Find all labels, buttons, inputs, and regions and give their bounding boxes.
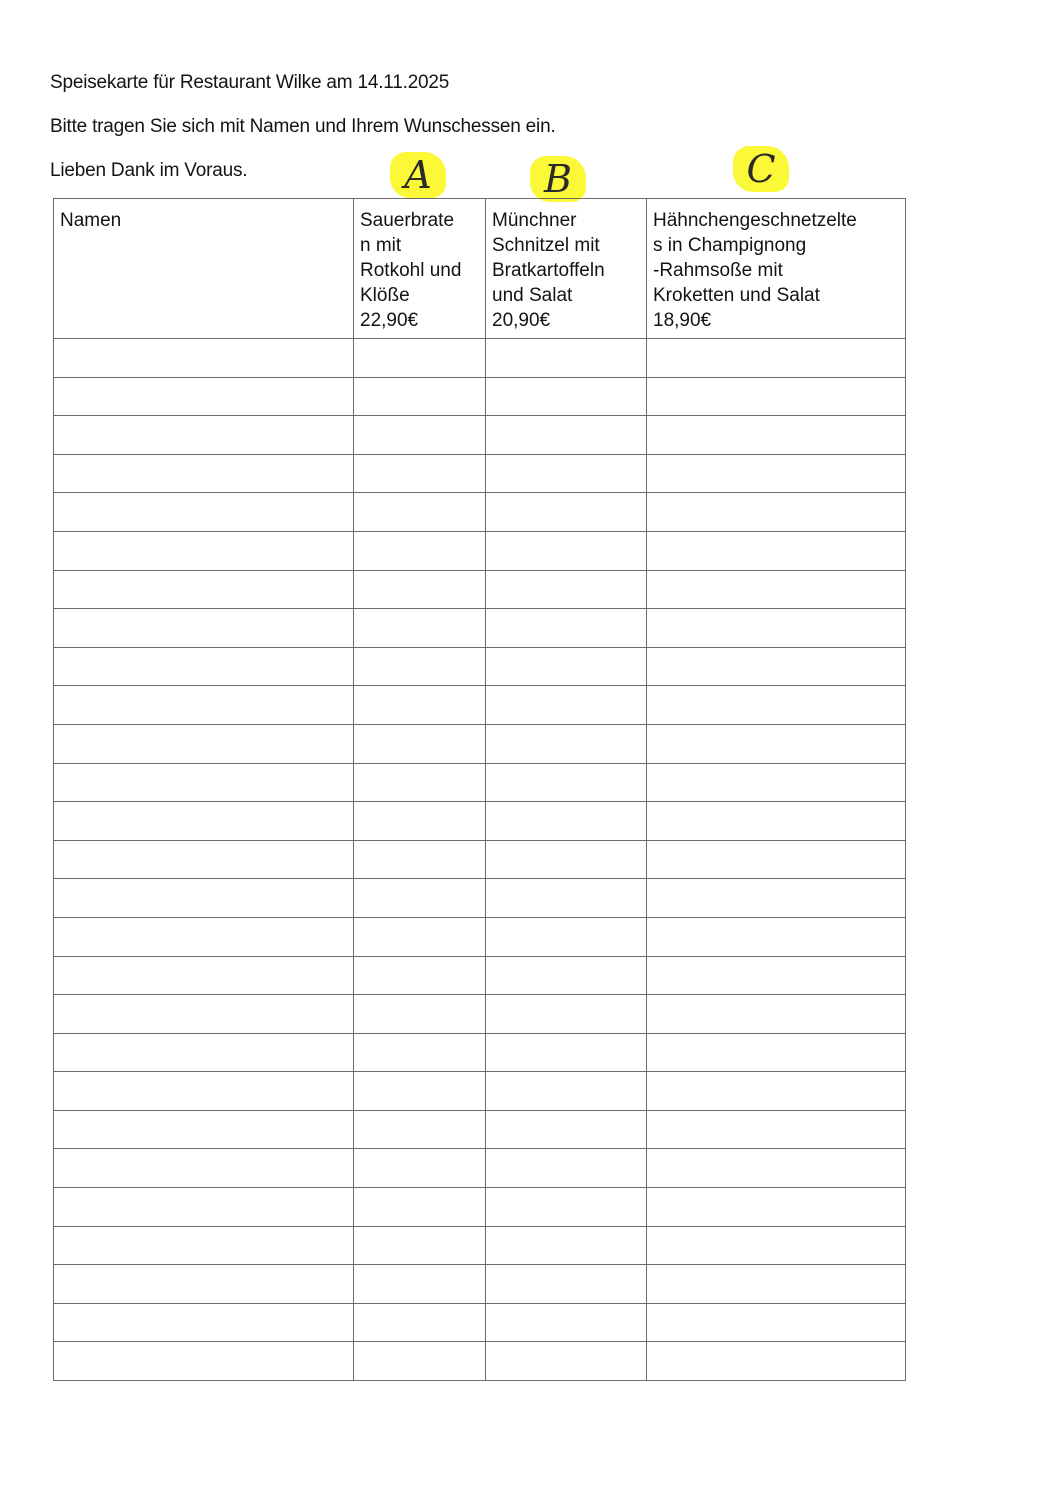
- dish-c-choice-cell[interactable]: [647, 802, 906, 841]
- dish-a-choice-cell[interactable]: [354, 1265, 486, 1304]
- table-row: [54, 763, 906, 802]
- name-cell[interactable]: [54, 1149, 354, 1188]
- name-cell[interactable]: [54, 1265, 354, 1304]
- dish-a-choice-cell[interactable]: [354, 1110, 486, 1149]
- dish-a-description: Sauerbrate n mit Rotkohl und Klöße: [360, 210, 462, 306]
- name-cell[interactable]: [54, 1303, 354, 1342]
- name-cell[interactable]: [54, 339, 354, 378]
- dish-a-choice-cell[interactable]: [354, 1149, 486, 1188]
- name-cell[interactable]: [54, 531, 354, 570]
- dish-b-choice-cell[interactable]: [486, 917, 647, 956]
- table-row: [54, 531, 906, 570]
- dish-c-choice-cell[interactable]: [647, 1226, 906, 1265]
- table-row: [54, 570, 906, 609]
- dish-c-choice-cell[interactable]: [647, 570, 906, 609]
- dish-c-choice-cell[interactable]: [647, 956, 906, 995]
- dish-b-choice-cell[interactable]: [486, 531, 647, 570]
- dish-a-letter-mark: A: [390, 152, 446, 198]
- dish-b-choice-cell[interactable]: [486, 1110, 647, 1149]
- table-row: [54, 686, 906, 725]
- table-row: [54, 454, 906, 493]
- table-row: [54, 416, 906, 455]
- dish-a-choice-cell[interactable]: [354, 531, 486, 570]
- dish-c-choice-cell[interactable]: [647, 1303, 906, 1342]
- thanks-text: Lieben Dank im Voraus.: [50, 160, 248, 181]
- name-cell[interactable]: [54, 686, 354, 725]
- name-cell[interactable]: [54, 570, 354, 609]
- dish-c-choice-cell[interactable]: [647, 1342, 906, 1381]
- dish-a-choice-cell[interactable]: [354, 1188, 486, 1227]
- dish-b-choice-cell[interactable]: [486, 1072, 647, 1111]
- table-row: [54, 1033, 906, 1072]
- dish-a-choice-cell[interactable]: [354, 647, 486, 686]
- table-row: [54, 840, 906, 879]
- dish-c-header: [647, 199, 906, 339]
- dish-a-choice-cell[interactable]: [354, 686, 486, 725]
- table-row: [54, 1265, 906, 1304]
- dish-b-choice-cell[interactable]: [486, 377, 647, 416]
- dish-a-choice-cell[interactable]: [354, 956, 486, 995]
- dish-a-choice-cell[interactable]: [354, 879, 486, 918]
- name-cell[interactable]: [54, 1033, 354, 1072]
- dish-c-price: 18,90€: [653, 310, 712, 331]
- dish-b-choice-cell[interactable]: [486, 1033, 647, 1072]
- dish-c-choice-cell[interactable]: [647, 647, 906, 686]
- dish-b-choice-cell[interactable]: [486, 686, 647, 725]
- instruction-text: Bitte tragen Sie sich mit Namen und Ihrem Wunschessen ein.: [50, 116, 556, 137]
- names-header-label: Namen: [60, 210, 122, 231]
- dish-a-choice-cell[interactable]: [354, 917, 486, 956]
- dish-c-choice-cell[interactable]: [647, 763, 906, 802]
- dish-c-choice-cell[interactable]: [647, 493, 906, 532]
- dish-b-choice-cell[interactable]: [486, 724, 647, 763]
- dish-c-choice-cell[interactable]: [647, 1149, 906, 1188]
- table-row: [54, 1303, 906, 1342]
- dish-b-price: 20,90€: [492, 310, 551, 331]
- table-row: [54, 377, 906, 416]
- name-cell[interactable]: [54, 493, 354, 532]
- dish-b-choice-cell[interactable]: [486, 1188, 647, 1227]
- dish-b-choice-cell[interactable]: [486, 1303, 647, 1342]
- signup-rows: [54, 339, 906, 1381]
- dish-b-choice-cell[interactable]: [486, 763, 647, 802]
- dish-b-choice-cell[interactable]: [486, 416, 647, 455]
- dish-a-choice-cell[interactable]: [354, 377, 486, 416]
- menu-title: Speisekarte für Restaurant Wilke am 14.11.2025: [50, 72, 450, 93]
- dish-a-choice-cell[interactable]: [354, 840, 486, 879]
- dish-a-choice-cell[interactable]: [354, 802, 486, 841]
- dish-b-choice-cell[interactable]: [486, 570, 647, 609]
- table-row: [54, 609, 906, 648]
- dish-a-choice-cell[interactable]: [354, 416, 486, 455]
- dish-c-choice-cell[interactable]: [647, 724, 906, 763]
- dish-c-choice-cell[interactable]: [647, 609, 906, 648]
- header-row: [54, 199, 906, 339]
- name-cell[interactable]: [54, 416, 354, 455]
- name-cell[interactable]: [54, 879, 354, 918]
- dish-b-choice-cell[interactable]: [486, 879, 647, 918]
- dish-b-choice-cell[interactable]: [486, 802, 647, 841]
- name-cell[interactable]: [54, 1342, 354, 1381]
- name-cell[interactable]: [54, 609, 354, 648]
- dish-c-choice-cell[interactable]: [647, 1110, 906, 1149]
- name-cell[interactable]: [54, 956, 354, 995]
- dish-c-choice-cell[interactable]: [647, 917, 906, 956]
- name-cell[interactable]: [54, 995, 354, 1034]
- table-row: [54, 647, 906, 686]
- dish-b-choice-cell[interactable]: [486, 840, 647, 879]
- dish-b-choice-cell[interactable]: [486, 647, 647, 686]
- dish-b-choice-cell[interactable]: [486, 339, 647, 378]
- name-cell[interactable]: [54, 840, 354, 879]
- dish-b-description: Münchner Schnitzel mit Bratkartoffeln und Salat: [492, 210, 605, 306]
- dish-a-choice-cell[interactable]: [354, 1033, 486, 1072]
- dish-a-choice-cell[interactable]: [354, 570, 486, 609]
- name-cell[interactable]: [54, 1072, 354, 1111]
- dish-c-choice-cell[interactable]: [647, 1033, 906, 1072]
- name-cell[interactable]: [54, 1110, 354, 1149]
- dish-c-choice-cell[interactable]: [647, 377, 906, 416]
- dish-c-choice-cell[interactable]: [647, 840, 906, 879]
- table-row: [54, 493, 906, 532]
- table-row: [54, 1226, 906, 1265]
- table-row: [54, 1149, 906, 1188]
- dish-c-description: Hähnchengeschnetzelte s in Champignong -Rahmsoße mit Kroketten und Salat: [653, 210, 857, 306]
- name-cell[interactable]: [54, 1188, 354, 1227]
- dish-a-choice-cell[interactable]: [354, 724, 486, 763]
- table-row: [54, 956, 906, 995]
- dish-c-choice-cell[interactable]: [647, 1265, 906, 1304]
- name-cell[interactable]: [54, 724, 354, 763]
- table-row: [54, 1110, 906, 1149]
- dish-c-choice-cell[interactable]: [647, 454, 906, 493]
- dish-a-choice-cell[interactable]: [354, 493, 486, 532]
- dish-a-choice-cell[interactable]: [354, 1303, 486, 1342]
- dish-b-letter-mark: B: [530, 156, 586, 202]
- name-cell[interactable]: [54, 377, 354, 416]
- name-cell[interactable]: [54, 647, 354, 686]
- dish-a-price: 22,90€: [360, 310, 419, 331]
- table-row: [54, 1342, 906, 1381]
- dish-a-choice-cell[interactable]: [354, 339, 486, 378]
- dish-b-choice-cell[interactable]: [486, 1342, 647, 1381]
- table-row: [54, 724, 906, 763]
- dish-b-choice-cell[interactable]: [486, 493, 647, 532]
- dish-a-choice-cell[interactable]: [354, 454, 486, 493]
- dish-b-choice-cell[interactable]: [486, 995, 647, 1034]
- dish-a-choice-cell[interactable]: [354, 1226, 486, 1265]
- table-row: [54, 1188, 906, 1227]
- table-row: [54, 802, 906, 841]
- dish-b-header: [486, 199, 647, 339]
- dish-b-choice-cell[interactable]: [486, 609, 647, 648]
- dish-c-choice-cell[interactable]: [647, 1188, 906, 1227]
- dish-b-choice-cell[interactable]: [486, 1149, 647, 1188]
- dish-a-choice-cell[interactable]: [354, 763, 486, 802]
- dish-a-choice-cell[interactable]: [354, 609, 486, 648]
- dish-c-choice-cell[interactable]: [647, 1072, 906, 1111]
- name-cell[interactable]: [54, 454, 354, 493]
- table-row: [54, 995, 906, 1034]
- table-row: [54, 1072, 906, 1111]
- dish-b-choice-cell[interactable]: [486, 956, 647, 995]
- dish-c-choice-cell[interactable]: [647, 686, 906, 725]
- name-cell[interactable]: [54, 802, 354, 841]
- dish-a-choice-cell[interactable]: [354, 995, 486, 1034]
- table-row: [54, 917, 906, 956]
- dish-c-choice-cell[interactable]: [647, 531, 906, 570]
- dish-b-choice-cell[interactable]: [486, 1226, 647, 1265]
- dish-c-letter-mark: C: [733, 146, 789, 192]
- name-cell[interactable]: [54, 1226, 354, 1265]
- dish-b-choice-cell[interactable]: [486, 1265, 647, 1304]
- dish-a-choice-cell[interactable]: [354, 1072, 486, 1111]
- dish-c-choice-cell[interactable]: [647, 416, 906, 455]
- table-row: [54, 339, 906, 378]
- dish-a-header: [354, 199, 486, 339]
- names-column-header: [54, 199, 354, 339]
- dish-c-choice-cell[interactable]: [647, 995, 906, 1034]
- dish-c-choice-cell[interactable]: [647, 339, 906, 378]
- dish-c-choice-cell[interactable]: [647, 879, 906, 918]
- name-cell[interactable]: [54, 763, 354, 802]
- dish-a-choice-cell[interactable]: [354, 1342, 486, 1381]
- name-cell[interactable]: [54, 917, 354, 956]
- signup-table: [53, 198, 906, 1381]
- dish-b-choice-cell[interactable]: [486, 454, 647, 493]
- table-row: [54, 879, 906, 918]
